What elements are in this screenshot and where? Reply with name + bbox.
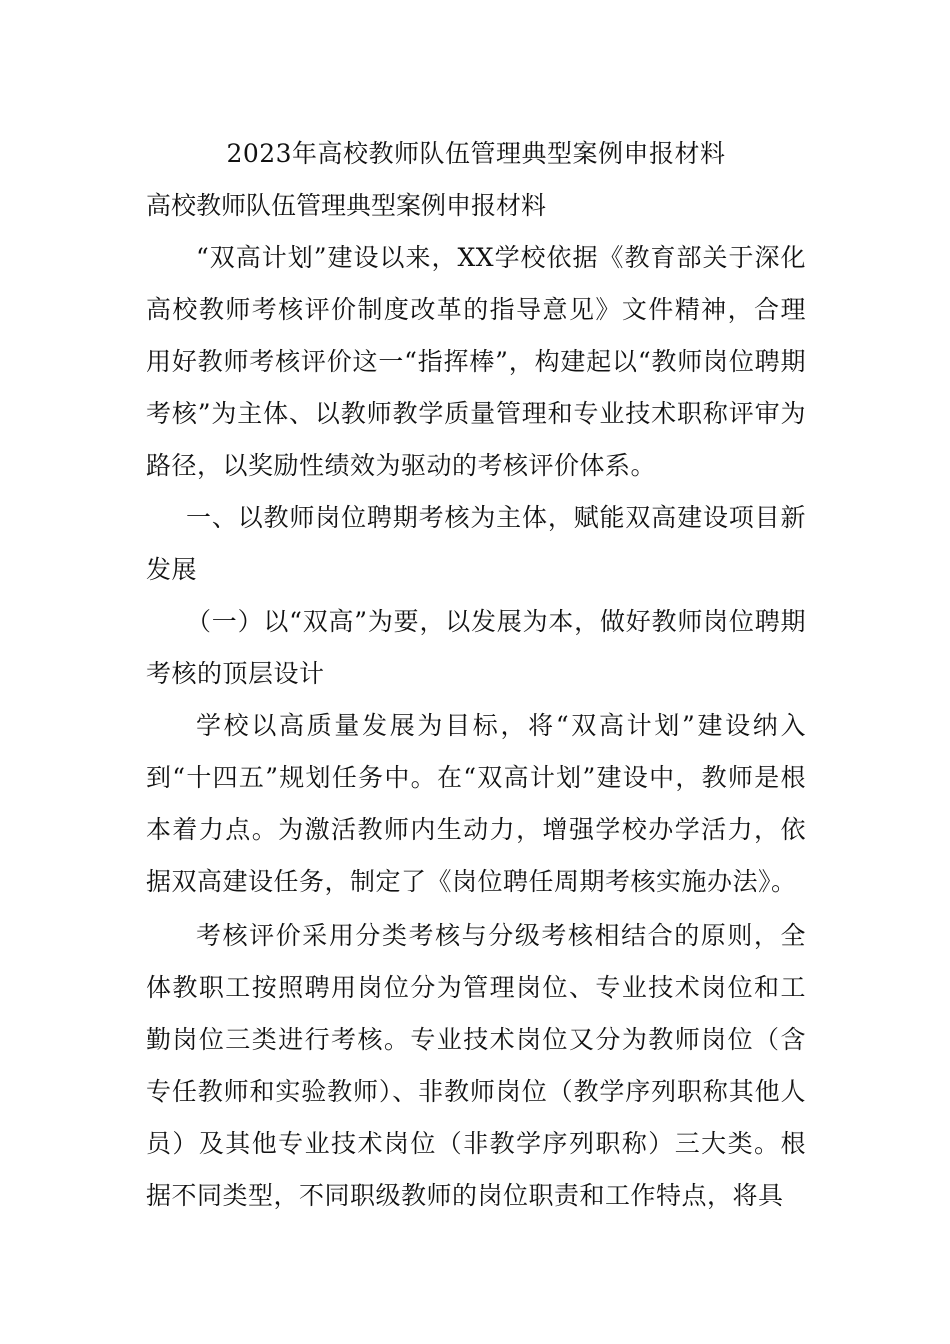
subsection-heading-1: （一）以“双高”为要，以发展为本，做好教师岗位聘期考核的顶层设计 xyxy=(146,607,806,688)
document-subtitle: 高校教师队伍管理典型案例申报材料 xyxy=(146,191,547,220)
section-heading-1: 一、以教师岗位聘期考核为主体，赋能双高建设项目新发展 xyxy=(146,503,806,584)
document-title: 2023年高校教师队伍管理典型案例申报材料 xyxy=(226,139,726,168)
paragraph-intro: “双高计划”建设以来，XX学校依据《教育部关于深化高校教师考核评价制度改革的指导意见》文件精神，合理用好教师考核评价这一“指挥棒”，构建起以“教师岗位聘期考核”为主体、以教师教学质量管理和专业技术职称评审为路径，以奖励性绩效为驱动的考核评价体系。 xyxy=(146,243,806,480)
paragraph-body-1: 学校以高质量发展为目标，将“双高计划”建设纳入到“十四五”规划任务中。在“双高计划”建设中，教师是根本着力点。为激活教师内生动力，增强学校办学活力，依据双高建设任务，制定了《岗位聘任周期考核实施办法》。 xyxy=(146,711,806,896)
paragraph-body-2: 考核评价采用分类考核与分级考核相结合的原则，全体教职工按照聘用岗位分为管理岗位、专业技术岗位和工勤岗位三类进行考核。专业技术岗位又分为教师岗位（含专任教师和实验教师）、非教师岗位（教学序列职称其他人员）及其他专业技术岗位（非教学序列职称）三大类。根据不同类型，不同职级教师的岗位职责和工作特点，将具 xyxy=(146,921,806,1210)
document-page xyxy=(146,128,806,1222)
